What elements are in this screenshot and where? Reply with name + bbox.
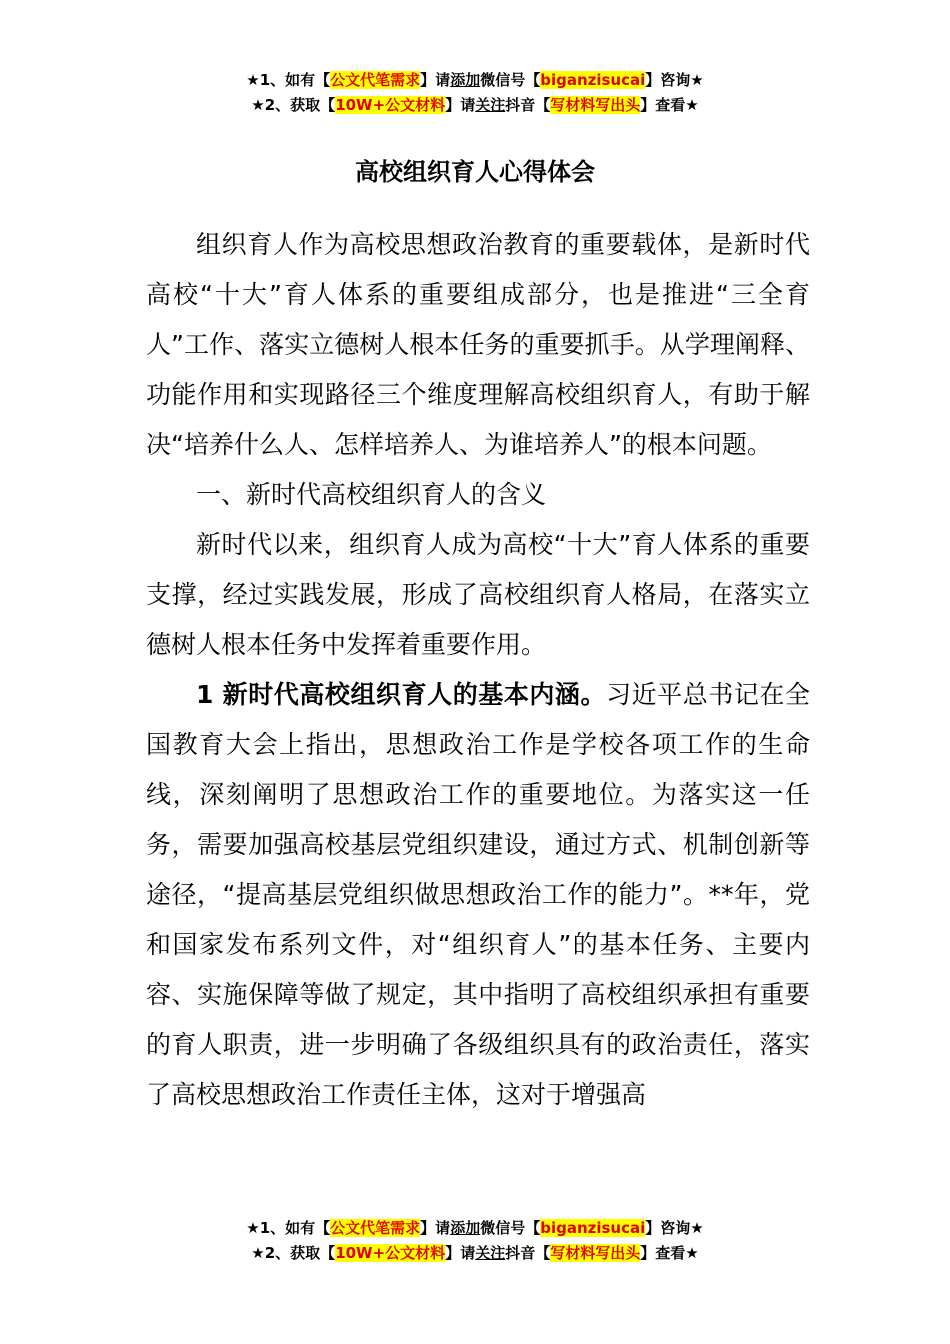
banner-text: ★2、获取【: [251, 1244, 336, 1262]
paragraph-text: 习近平总书记在全国教育大会上指出，思想政治工作是学校各项工作的生命线，深刻阐明了思想政治工作的重要地位。为落实这一任务，需要加强高校基层党组织建设，通过方式、机制创新等途径，“提高基层党组织做思想政治工作的能力”。**年，党和国家发布系列文件，对“组织育人”的基本任务、主要内容、实施保障等做了规定，其中指明了高校组织承担有重要的育人职责，进一步明确了各级组织具有的政治责任，落实了高校思想政治工作责任主体，这对于增强高: [146, 680, 810, 1109]
banner-highlight: 10W+公文材料: [335, 96, 446, 114]
paragraph: 新时代以来，组织育人成为高校“十大”育人体系的重要支撑，经过实践发展，形成了高校组织育人格局，在落实立德树人根本任务中发挥着重要作用。: [146, 530, 810, 659]
banner-text: 抖音【: [505, 96, 551, 114]
footer-banner: [0, 1216, 950, 1266]
banner-line-1: [0, 1216, 950, 1241]
banner-text: 微信号【: [480, 71, 541, 89]
section-heading: 一、新时代高校组织育人的含义: [196, 480, 547, 509]
banner-text: ★2、获取【: [251, 96, 336, 114]
banner-highlight: 公文代笔需求: [330, 71, 421, 89]
banner-highlight: 10W+公文材料: [335, 1244, 446, 1262]
paragraph: 组织育人作为高校思想政治教育的重要载体，是新时代高校“十大”育人体系的重要组成部分，也是推进“三全育人”工作、落实立德树人根本任务的重要抓手。从学理阐释、功能作用和实现路径三个维度理解高校组织育人，有助于解决“培养什么人、怎样培养人、为谁培养人”的根本问题。: [146, 230, 810, 459]
banner-text: 】请: [445, 96, 476, 114]
banner-text: 】咨询★: [645, 1219, 704, 1237]
subsection-heading: 1 新时代高校组织育人的基本内涵。: [196, 680, 607, 709]
banner-text: 】请: [420, 1219, 451, 1237]
banner-highlight: 公文代笔需求: [330, 1219, 421, 1237]
banner-line-2: [0, 93, 950, 118]
banner-underlined: 添加: [450, 1219, 481, 1237]
banner-text: 】咨询★: [645, 71, 704, 89]
paragraph: [146, 670, 810, 1120]
banner-highlight: biganzisucai: [540, 1219, 646, 1237]
banner-text: 】查看★: [640, 1244, 699, 1262]
banner-text: 】请: [420, 71, 451, 89]
banner-highlight: 写材料写出头: [550, 1244, 641, 1262]
banner-text: ★1、如有【: [246, 71, 331, 89]
banner-line-1: [0, 68, 950, 93]
document-title: 高校组织育人心得体会: [355, 158, 595, 186]
banner-text: ★1、如有【: [246, 1219, 331, 1237]
banner-text: 微信号【: [480, 1219, 541, 1237]
banner-highlight: biganzisucai: [540, 71, 646, 89]
banner-text: 抖音【: [505, 1244, 551, 1262]
banner-underlined: 关注: [475, 96, 506, 114]
banner-text: 】请: [445, 1244, 476, 1262]
document-body: [146, 220, 810, 1120]
banner-underlined: 添加: [450, 71, 481, 89]
banner-highlight: 写材料写出头: [550, 96, 641, 114]
header-banner: [0, 68, 950, 118]
banner-text: 】查看★: [640, 96, 699, 114]
banner-underlined: 关注: [475, 1244, 506, 1262]
banner-line-2: [0, 1241, 950, 1266]
